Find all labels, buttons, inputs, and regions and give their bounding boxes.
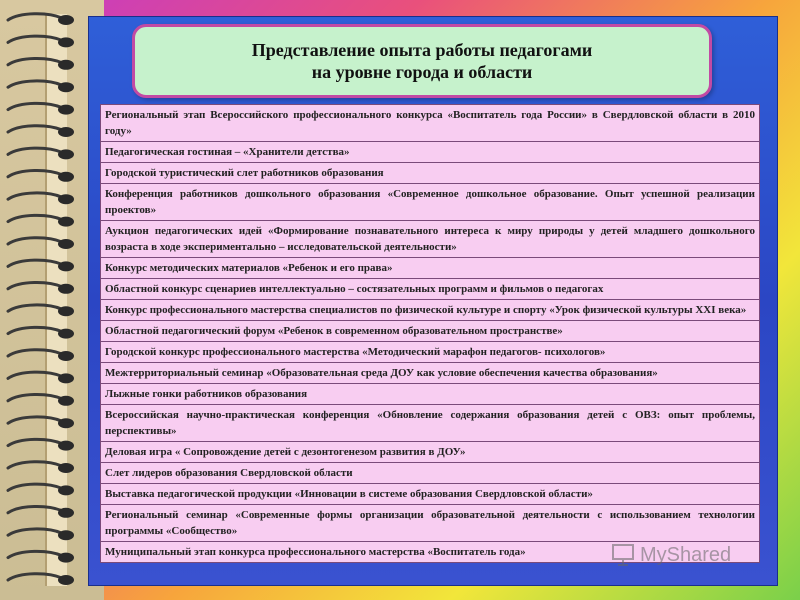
spiral-binding-icon bbox=[0, 8, 80, 592]
spiral-ring bbox=[8, 305, 74, 316]
spiral-ring bbox=[8, 507, 74, 518]
spiral-ring bbox=[8, 238, 74, 249]
list-item: Конкурс профессионального мастерства специалистов по физической культуре и спорту «Урок физической культуры XXI века» bbox=[100, 299, 760, 321]
slide-title-line-2: на уровне города и области bbox=[311, 62, 533, 82]
list-item: Областной педагогический форум «Ребенок в современном образовательном пространстве» bbox=[100, 320, 760, 342]
spiral-ring bbox=[8, 529, 74, 540]
spiral-ring bbox=[8, 126, 74, 137]
spiral-ring bbox=[8, 283, 74, 294]
watermark-text: MyShared bbox=[640, 543, 732, 566]
list-item: Городской туристический слет работников образования bbox=[100, 162, 760, 184]
spiral-ring bbox=[8, 103, 74, 114]
list-item: Всероссийская научно-практическая конференция «Обновление содержания образования детей с ОВЗ: опыт проблемы, перспективы» bbox=[100, 404, 760, 442]
spiral-ring bbox=[8, 81, 74, 92]
list-item: Конкурс методических материалов «Ребенок и его права» bbox=[100, 257, 760, 279]
spiral-ring bbox=[8, 574, 74, 585]
list-item: Городской конкурс профессионального мастерства «Методический марафон педагогов- психологов» bbox=[100, 341, 760, 363]
list-item: Межтерриториальный семинар «Образовательная среда ДОУ как условие обеспечения качества образования» bbox=[100, 362, 760, 384]
list-item: Педагогическая гостиная – «Хранители детства» bbox=[100, 141, 760, 163]
watermark bbox=[610, 540, 760, 570]
presentation-icon bbox=[610, 542, 636, 568]
spiral-ring bbox=[8, 327, 74, 338]
spiral-ring bbox=[8, 395, 74, 406]
list-item: Выставка педагогической продукции «Инновации в системе образования Свердловской области» bbox=[100, 483, 760, 505]
list-item: Аукцион педагогических идей «Формирование познавательного интереса к миру природы у детей младшего дошкольного возраста в ходе экспериментально – исследовательской деятельности» bbox=[100, 220, 760, 258]
list-item: Деловая игра « Сопровождение детей с дезонтогенезом развития в ДОУ» bbox=[100, 441, 760, 463]
spiral-ring bbox=[8, 171, 74, 182]
events-list bbox=[100, 104, 760, 562]
spiral-ring bbox=[8, 462, 74, 473]
slide-title-line-1: Представление опыта работы педагогами bbox=[251, 40, 593, 60]
list-item: Слет лидеров образования Свердловской области bbox=[100, 462, 760, 484]
list-item: Региональный этап Всероссийского профессионального конкурса «Воспитатель года России» в Свердловской области в 2010 году» bbox=[100, 104, 760, 142]
spiral-ring bbox=[8, 551, 74, 562]
list-item: Конференция работников дошкольного образования «Современное дошкольное образование. Опыт успешной реализации проектов» bbox=[100, 183, 760, 221]
list-item: Лыжные гонки работников образования bbox=[100, 383, 760, 405]
spiral-ring bbox=[8, 14, 74, 25]
list-item: Муниципальный этап конкурса профессионального мастерства «Воспитатель года» bbox=[100, 541, 760, 563]
spiral-ring bbox=[8, 372, 74, 383]
spiral-ring bbox=[8, 215, 74, 226]
spiral-ring bbox=[8, 350, 74, 361]
spiral-ring bbox=[8, 59, 74, 70]
spiral-ring bbox=[8, 260, 74, 271]
spiral-ring bbox=[8, 417, 74, 428]
spiral-ring bbox=[8, 36, 74, 47]
spiral-ring bbox=[8, 484, 74, 495]
slide-title bbox=[132, 24, 712, 98]
list-item: Областной конкурс сценариев интеллектуально – состязательных программ и фильмов о педагогах bbox=[100, 278, 760, 300]
spiral-ring bbox=[8, 439, 74, 450]
spiral-ring bbox=[8, 148, 74, 159]
list-item: Региональный семинар «Современные формы организации образовательной деятельности с использованием технологии программы «Сообщество» bbox=[100, 504, 760, 542]
spiral-ring bbox=[8, 193, 74, 204]
